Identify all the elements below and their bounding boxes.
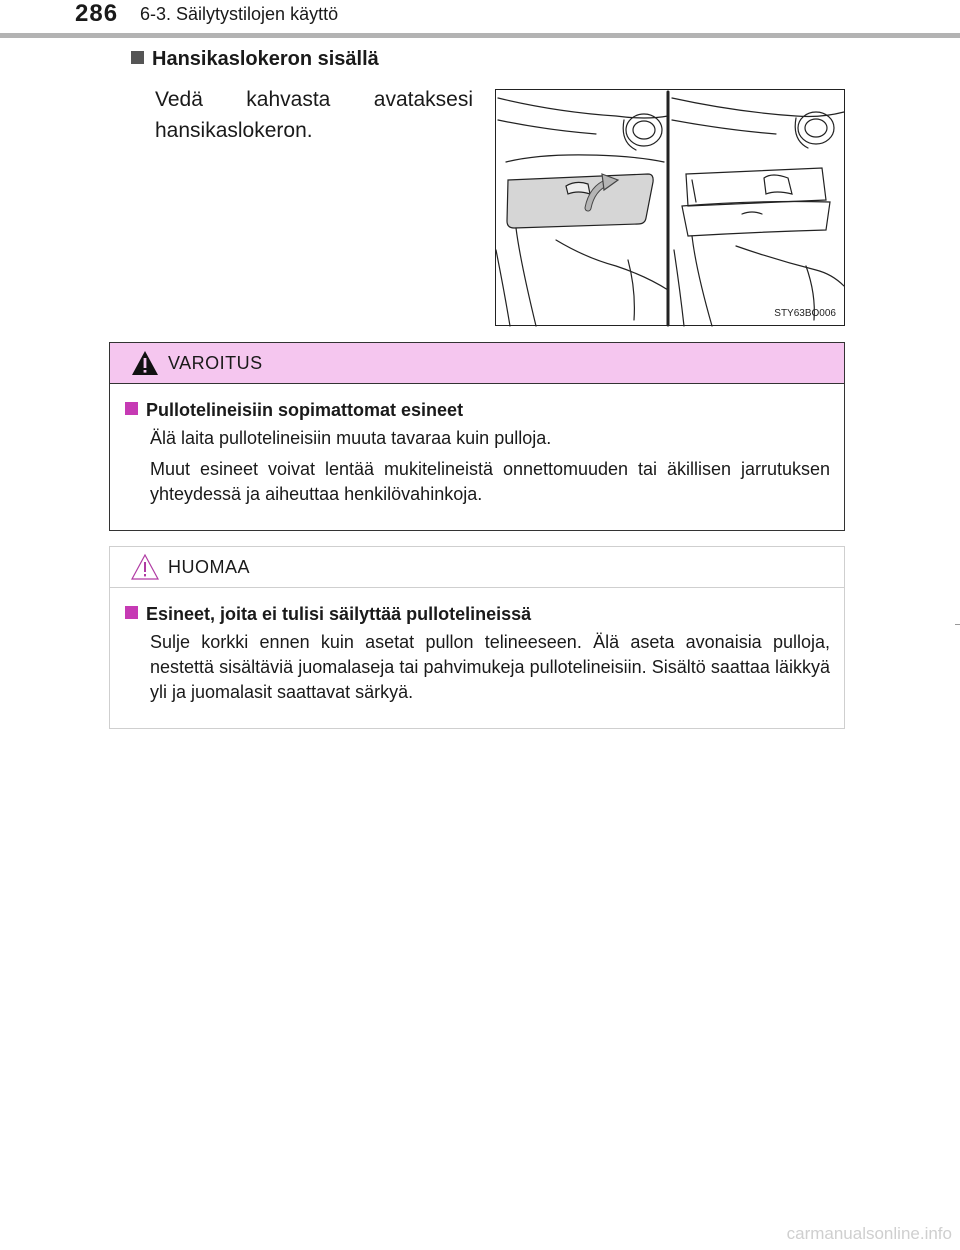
caution-heading-text: Esineet, joita ei tulisi säilyttää pullotelineissä bbox=[146, 604, 532, 624]
section-title: 6-3. Säilytystilojen käyttö bbox=[140, 4, 339, 24]
intro-text: Vedä kahvasta avataksesi hansikaslokeron. bbox=[155, 88, 473, 142]
caution-triangle-outline-icon bbox=[130, 553, 160, 581]
caution-box bbox=[109, 546, 845, 729]
warning-heading-text: Pullotelineisiin sopimattomat esineet bbox=[146, 400, 464, 420]
warning-label: VAROITUS bbox=[168, 353, 263, 373]
page-number: 286 bbox=[75, 0, 119, 27]
warning-header bbox=[110, 343, 844, 384]
warning-heading bbox=[125, 400, 830, 421]
warning-box bbox=[109, 342, 845, 531]
caution-label: HUOMAA bbox=[168, 557, 251, 577]
margin-mark bbox=[955, 624, 960, 625]
header-divider bbox=[0, 33, 960, 38]
bullet-square-icon bbox=[131, 51, 144, 64]
footer-watermark: carmanualsonline.info bbox=[786, 1224, 952, 1243]
warning-paragraph: Älä laita pullotelineisiin muuta tavaraa kuin pulloja. bbox=[150, 428, 552, 448]
warning-triangle-icon bbox=[130, 349, 160, 377]
section-heading-text: Hansikaslokeron sisällä bbox=[152, 48, 379, 70]
figure-code: STY63BO006 bbox=[774, 308, 836, 319]
section-heading bbox=[131, 48, 379, 71]
warning-paragraph: Muut esineet voivat lentää mukitelineistä onnettomuuden tai äkillisen jarrutuksen yhteydessä ja aiheuttaa henkilövahinkoja. bbox=[150, 459, 830, 504]
bullet-square-icon bbox=[125, 402, 138, 415]
glovebox-illustration bbox=[495, 89, 845, 326]
caution-header bbox=[110, 547, 844, 588]
bullet-square-icon bbox=[125, 606, 138, 619]
glovebox-drawing bbox=[496, 90, 846, 327]
caution-heading bbox=[125, 604, 830, 625]
caution-paragraph: Sulje korkki ennen kuin asetat pullon telineeseen. Älä aseta avonaisia pulloja, nestettä sisältäviä juomalaseja tai pahvimukeja pullotelineisiin. Sisältö saattaa läikkyä yli ja juomalasit saattavat särkyä. bbox=[150, 632, 830, 702]
